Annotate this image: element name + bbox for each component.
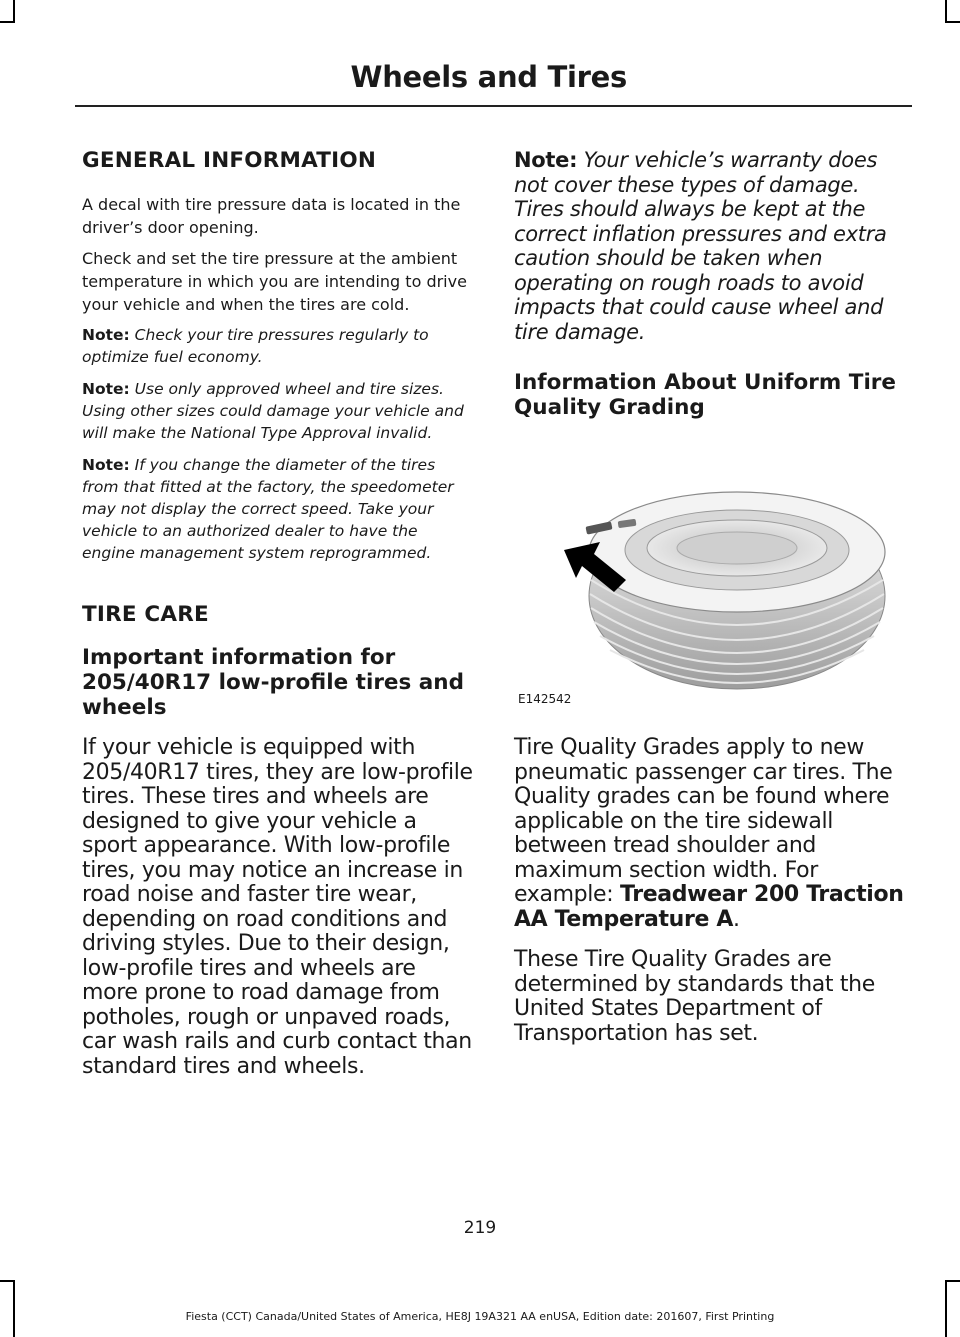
crop-mark	[945, 1280, 960, 1282]
general-information-heading: GENERAL INFORMATION	[82, 148, 377, 173]
crop-mark	[13, 0, 15, 22]
header-divider	[75, 105, 912, 107]
note-label: Note:	[82, 380, 130, 398]
page-title: Wheels and Tires	[350, 60, 627, 94]
note-tire-diameter	[82, 454, 474, 564]
crop-mark	[945, 0, 947, 22]
left-column	[82, 148, 474, 1079]
crop-mark	[945, 1280, 947, 1337]
crop-mark	[0, 21, 15, 23]
crop-mark	[13, 1280, 15, 1337]
note-approved-sizes	[82, 378, 474, 444]
edition-footer: Fiesta (CCT) Canada/United States of America, HE8J 19A321 AA enUSA, Edition date: 201607, First Printing	[185, 1310, 775, 1323]
pressure-paragraph: Check and set the tire pressure at the ambient temperature in which you are intending to drive your vehicle and when the tires are cold.	[82, 249, 467, 314]
warranty-note	[514, 148, 910, 344]
note-label: Note:	[82, 326, 130, 344]
note-label: Note:	[82, 456, 130, 474]
page-number: 219	[463, 1218, 497, 1238]
note-text: Check your tire pressures regularly to optimize fuel economy.	[82, 326, 429, 366]
note-text: Your vehicle’s warranty does not cover these types of damage. Tires should always be kept at the correct inflation pressures and extra caution should be taken when operating on rough roads to avoid impacts that could cause wheel and tire damage.	[514, 148, 887, 344]
decal-paragraph: A decal with tire pressure data is located in the driver’s door opening.	[82, 195, 461, 237]
note-text: If you change the diameter of the tires from that fitted at the factory, the speedometer may not display the correct speed. Take your vehicle to an authorized dealer to have the engine management system reprogrammed.	[82, 456, 454, 562]
right-column	[514, 148, 910, 1046]
note-text: Use only approved wheel and tire sizes. Using other sizes could damage your vehicle and will make the National Type Approval invalid.	[82, 380, 464, 442]
note-label: Note:	[514, 148, 578, 172]
note-fuel-economy	[82, 324, 474, 368]
tire-sidewall-image	[514, 460, 910, 700]
figure-id: E142542	[518, 692, 572, 706]
grades-text-end: .	[733, 906, 740, 932]
low-profile-heading: Important information for 205/40R17 low-profile tires and wheels	[82, 645, 464, 720]
grades-example: Treadwear 200 Traction AA Temperature A	[514, 882, 904, 932]
crop-mark	[0, 1280, 15, 1282]
grades-paragraph	[514, 736, 910, 932]
tire-illustration	[514, 460, 910, 706]
tire-care-heading: TIRE CARE	[82, 602, 209, 627]
crop-mark	[945, 21, 960, 23]
grades-text: Tire Quality Grades apply to new pneumatic passenger car tires. The Quality grades can be found where applicable on the tire sidewall between tread shoulder and maximum section width. For example:	[514, 735, 893, 907]
utqg-heading: Information About Uniform Tire Quality Grading	[514, 370, 896, 420]
low-profile-paragraph: If your vehicle is equipped with 205/40R17 tires, they are low-profile tires. These tires and wheels are designed to give your vehicle a sport appearance. With low-profile tires, you may notice an increase in road noise and faster tire wear, depending on road conditions and driving styles. Due to their design, low-profile tires and wheels are more prone to road damage from potholes, rough or unpaved roads, car wash rails and curb contact than standard tires and wheels.	[82, 735, 473, 1079]
standards-paragraph: These Tire Quality Grades are determined by standards that the United States Department of Transportation has set.	[514, 947, 875, 1046]
